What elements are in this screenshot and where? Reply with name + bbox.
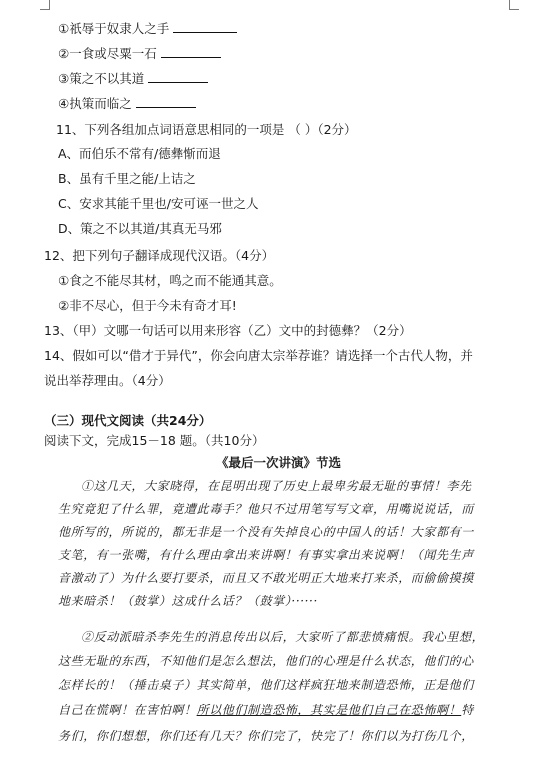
vocab-item-2-text: ②一食或尽粟一石: [58, 46, 157, 61]
q12-sentence-1: ①食之不能尽其材，鸣之而不能通其意。: [58, 273, 282, 288]
passage-p2-line-4: [58, 701, 474, 719]
passage-p2-line-5: 务们，你们想想，你们还有几天？你们完了，快完了！你们以为打伤几个，: [58, 729, 474, 743]
vocab-item-2: [58, 45, 221, 63]
answer-blank-1[interactable]: [173, 20, 237, 33]
q11-option-d: D、策之不以其道/其真无马邪: [58, 221, 222, 236]
vocab-item-3-text: ③策之不以其道: [58, 71, 145, 86]
passage-p1-line-4: 支笔，有一张嘴，有什么理由拿出来讲啊！有事实拿出来说啊！（闻先生声: [58, 548, 474, 562]
section-instruction: 阅读下文，完成15－18 题。（共10分）: [44, 433, 265, 448]
passage-p2-line-2: 这些无耻的东西，不知他们是怎么想法，他们的心理是什么状态，他们的心: [58, 654, 474, 668]
q12-sentence-2: ②非不尽心，但于今未有奇才耳!: [58, 298, 237, 313]
q11-option-a: A、而伯乐不常有/德彝惭而退: [58, 146, 221, 161]
crop-mark-top-left: [40, 0, 50, 10]
q11-option-b: B、虽有千里之能/上诘之: [58, 171, 196, 186]
passage-underlined-sentence: 所以他们制造恐怖，其实是他们自己在恐怖啊！: [196, 703, 462, 717]
question-14-line-1: 14、假如可以“借才于异代”，你会向唐太宗举荐谁？请选择一个古代人物，并: [44, 348, 473, 363]
passage-p1-line-2: 生究竟犯了什么罪，竟遭此毒手？他只不过用笔写写文章，用嘴说说话，而: [58, 502, 474, 516]
passage-p2-line-1: ②反动派暗杀李先生的消息传出以后，大家听了都悲愤痛恨。我心里想，: [81, 630, 485, 644]
vocab-item-3: [58, 70, 208, 88]
passage-p2-segment-end: 特: [461, 703, 474, 717]
question-12: 12、把下列句子翻译成现代汉语。（4分）: [44, 248, 275, 263]
answer-blank-4[interactable]: [136, 95, 196, 108]
vocab-item-4-text: ④执策而临之: [58, 96, 132, 111]
section-heading: （三）现代文阅读（共24分）: [44, 413, 212, 428]
passage-title: 《最后一次讲演》节选: [215, 455, 341, 470]
q11-option-c: C、安求其能千里也/安可诬一世之人: [58, 196, 259, 211]
vocab-item-4: [58, 95, 196, 113]
vocab-item-1: [58, 20, 237, 38]
answer-blank-3[interactable]: [148, 70, 208, 83]
question-11: 11、下列各组加点词语意思相同的一项是 （ ）（2分）: [56, 122, 357, 137]
passage-p1-line-6: 地来暗杀！（鼓掌）这成什么话？（鼓掌）······: [58, 594, 318, 608]
passage-p1-line-3: 他所写的，所说的，都无非是一个没有失掉良心的中国人的话！大家都有一: [58, 525, 474, 539]
passage-p1-line-5: 音激动了）为什么要打要杀，而且又不敢光明正大地来打来杀，而偷偷摸摸: [58, 571, 474, 585]
vocab-item-1-text: ①祇辱于奴隶人之手: [58, 21, 170, 36]
crop-mark-top-right: [509, 0, 519, 10]
passage-p2-segment-plain: 自己在慌啊！在害怕啊！: [58, 703, 197, 717]
passage-p1-line-1: ①这几天，大家晓得，在昆明出现了历史上最卑劣最无耻的事情！李先: [81, 479, 472, 493]
passage-p2-line-3: 怎样长的！（捶击桌子）其实简单，他们这样疯狂地来制造恐怖，正是他们: [58, 678, 474, 692]
question-14-line-2: 说出举荐理由。（4分）: [44, 373, 171, 388]
question-13: 13、（甲）文哪一句话可以用来形容（乙）文中的封德彝？（2分）: [44, 323, 412, 338]
answer-blank-2[interactable]: [161, 45, 221, 58]
